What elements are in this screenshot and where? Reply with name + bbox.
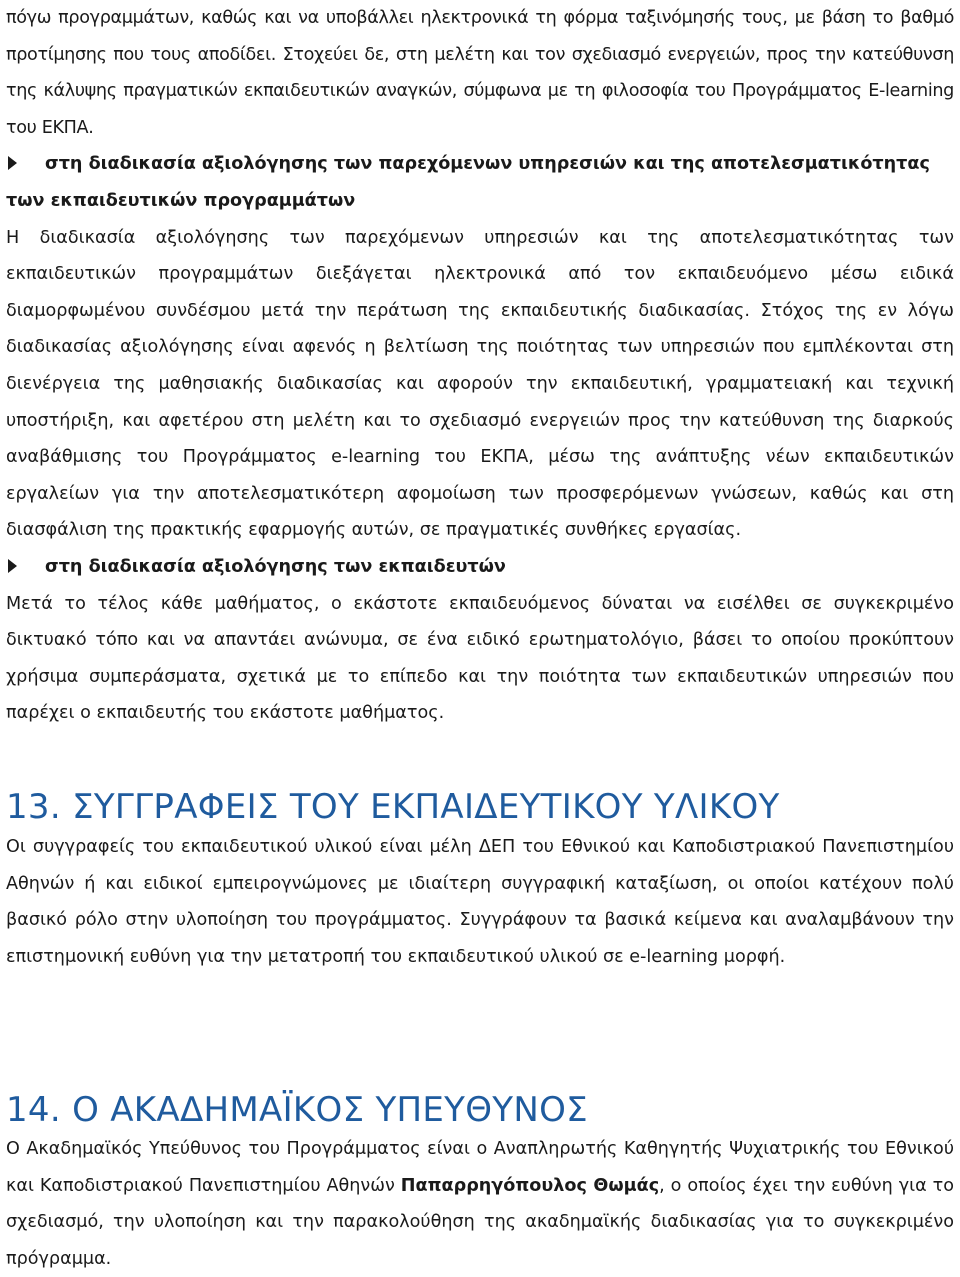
intro-paragraph: πόγω προγραμμάτων, καθώς και να υποβάλλει ηλεκτρονικά τη φόρμα ταξινόμησής τους, με βάση το βαθμό προτίμησης που τους αποδίδει. Στοχεύει δε, στη μελέτη και τον σχεδιασμό ενεργειών, προς την κατεύθυνση της κάλυψης πραγματικών εκπαιδευτικών αναγκών, σύμφωνα με τη φιλοσοφία του Προγράμματος E-learning του ΕΚΠΑ. bbox=[6, 8, 954, 138]
section-13-title: 13. ΣΥΓΓΡΑΦΕΙΣ ΤΟΥ ΕΚΠΑΙΔΕΥΤΙΚΟΥ ΥΛΙΚΟΥ bbox=[6, 787, 780, 827]
evaluation-services-heading bbox=[0, 146, 960, 219]
section-13-body bbox=[0, 829, 960, 975]
section-13-paragraph: Οι συγγραφείς του εκπαιδευτικού υλικού είναι μέλη ΔΕΠ του Εθνικού και Καποδιστριακού Πανεπιστημίου Αθηνών ή και ειδικοί εμπειρογνώμονες με ιδιαίτερη συγγραφική καταξίωση, οι οποίοι κατέχουν πολύ βασικό ρόλο στην υλοποίηση του προγράμματος. Συγγράφουν τα βασικά κείμενα και αναλαμβάνουν την επιστημονική ευθύνη για την μετατροπή του εκπαιδευτικού υλικού σε e-learning μορφή. bbox=[6, 837, 954, 967]
section-14-text-before: Ο Ακαδημαϊκός Υπεύθυνος του Προγράμματος είναι ο Αναπληρωτής Καθηγητής Ψυχιατρικής του Εθνικού και Καποδιστριακού Πανεπιστημίου Αθηνών bbox=[6, 1139, 954, 1196]
bullet-arrow-icon bbox=[8, 559, 17, 573]
evaluation-services-heading-text: στη διαδικασία αξιολόγησης των παρεχόμενων υπηρεσιών και της αποτελεσματικότητας των εκπαιδευτικών προγραμμάτων bbox=[6, 154, 930, 211]
evaluation-services-paragraph: Η διαδικασία αξιολόγησης των παρεχόμενων υπηρεσιών και της αποτελεσματικότητας των εκπαιδευτικών προγραμμάτων διεξάγεται ηλεκτρονικά από τον εκπαιδευόμενο μέσω ειδικά διαμορφωμένου συνδέσμου μετά την περάτωση της εκπαιδευτικής διαδικασίας. Στόχος της εν λόγω διαδικασίας αξιολόγησης είναι αφενός η βελτίωση της ποιότητας των υπηρεσιών που εμπλέκονται στη διενέργεια της μαθησιακής διαδικασίας και αφορούν την εκπαιδευτική, γραμματειακή και τεχνική υποστήριξη, και αφετέρου στη μελέτη και το σχεδιασμό ενεργειών προς την κατεύθυνση της διαρκούς αναβάθμισης του Προγράμματος e-learning του ΕΚΠΑ, μέσω της ανάπτυξης νέων εκπαιδευτικών εργαλείων για την αποτελεσματικότερη αφομοίωση των προσφερόμενων γνώσεων, καθώς και στη διασφάλιση της πρακτικής εφαρμογής αυτών, σε πραγματικές συνθήκες εργασίας. bbox=[6, 227, 954, 541]
evaluation-instructors-heading-text: στη διαδικασία αξιολόγησης των εκπαιδευτών bbox=[45, 556, 506, 577]
academic-director-name: Παπαρρηγόπουλος Θωμάς bbox=[400, 1175, 660, 1196]
evaluation-instructors-heading bbox=[0, 549, 960, 586]
section-14-title: 14. Ο ΑΚΑΔΗΜΑΪΚΟΣ ΥΠΕΥΘΥΝΟΣ bbox=[6, 1090, 588, 1130]
section-14-paragraph bbox=[0, 1131, 960, 1277]
evaluation-instructors-paragraph: Μετά το τέλος κάθε μαθήματος, ο εκάστοτε εκπαιδευόμενος δύναται να εισέλθει σε συγκεκριμένο δικτυακό τόπο και να απαντάει ανώνυμα, σε ένα ειδικό ερωτηματολόγιο, βάσει το οποίου προκύπτουν χρήσιμα συμπεράσματα, σχετικά με το επίπεδο και την ποιότητα των εκπαιδευτικών υπηρεσιών που παρέχει ο εκπαιδευτής του εκάστοτε μαθήματος. bbox=[6, 593, 954, 724]
bullet-arrow-icon bbox=[8, 156, 17, 170]
section-14-text-after: , ο οποίος έχει την ευθύνη για το σχεδιασμό, την υλοποίηση και την παρακολούθηση της ακαδημαϊκής διαδικασίας για το συγκεκριμένο πρόγραμμα. bbox=[6, 1175, 954, 1269]
section-14-body bbox=[0, 1131, 960, 1277]
